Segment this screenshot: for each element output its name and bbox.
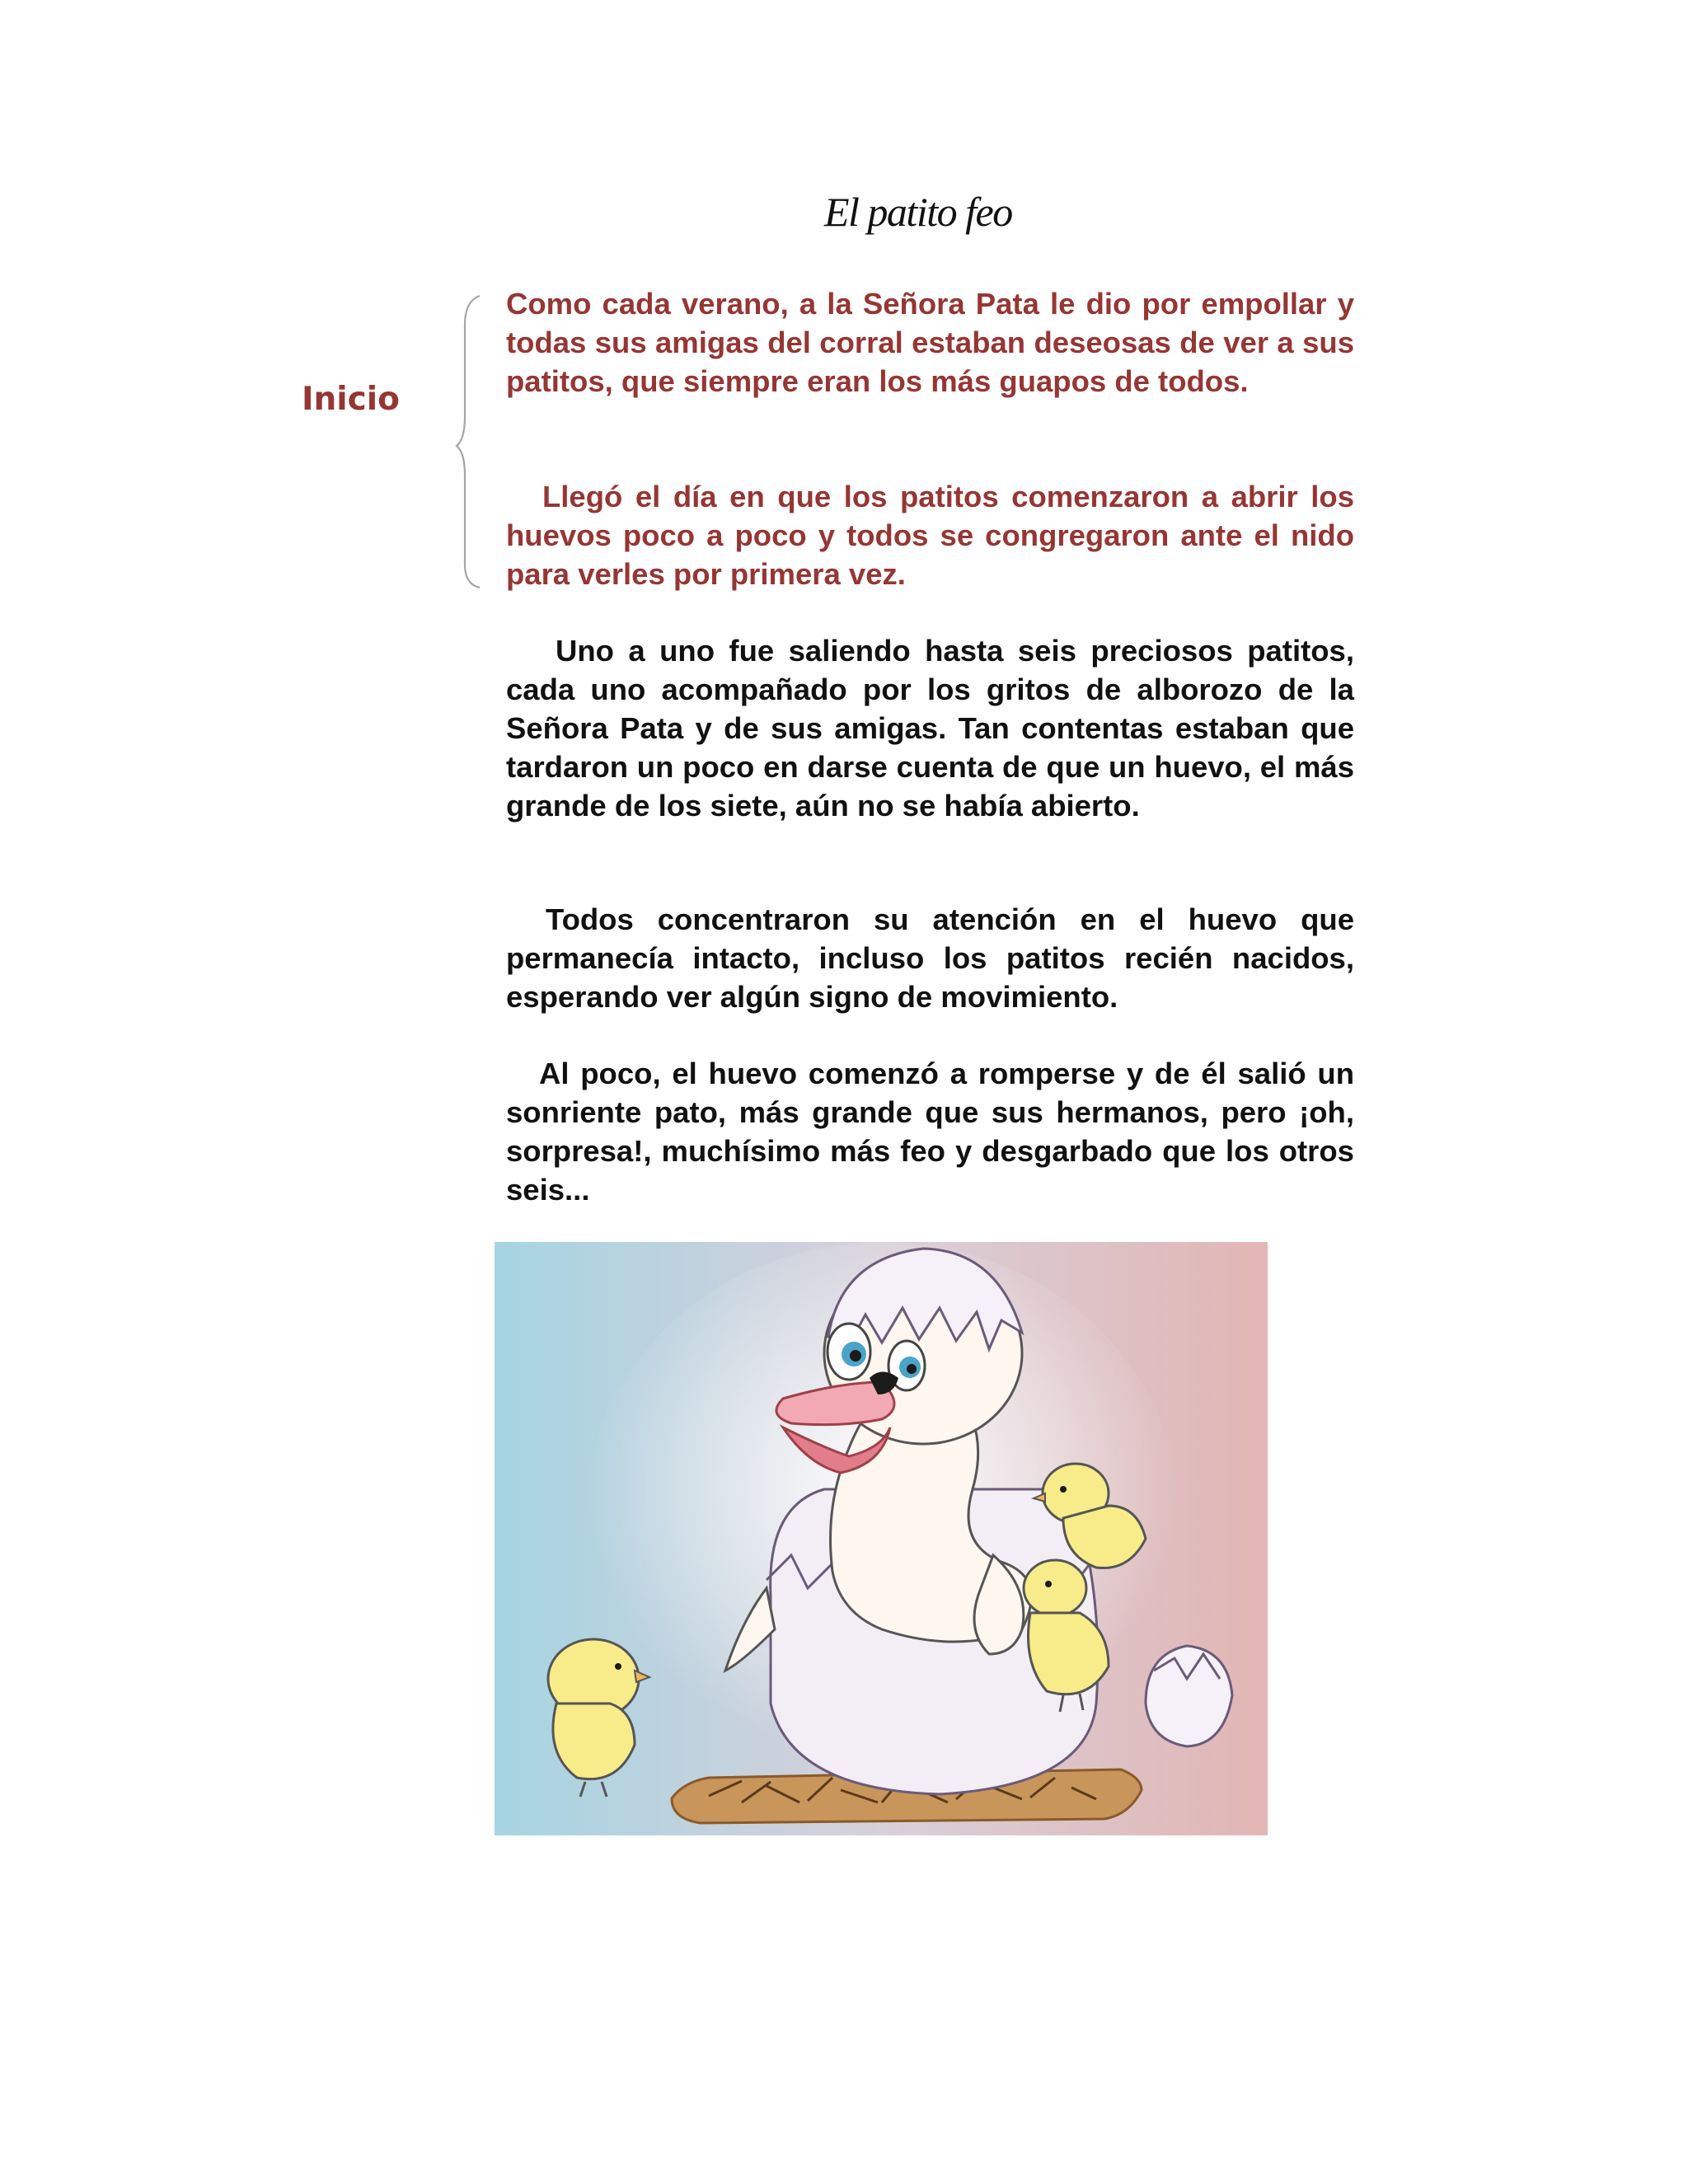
paragraph-5: Al poco, el huevo comenzó a romperse y de él salió un sonriente pato, más grande que sus hermanos, pero ¡oh, sorpresa!, muchísimo más feo y desgarbado que los otros seis... [506,1057,1354,1207]
ugly-duckling-illustration [495,1242,1268,1835]
paragraph-3: Uno a uno fue saliendo hasta seis preciosos patitos, cada uno acompañado por los gritos de alborozo de la Señora Pata y de sus amigas. Tan contentas estaban que tardaron un poco en darse cuenta de que un huevo, el más grande de los siete, aún no se había abierto. [506,634,1354,823]
paragraph-4: Todos concentraron su atención en el huevo que permanecía intacto, incluso los patitos recién nacidos, esperando ver algún signo de movimiento. [506,902,1354,1014]
page-title: El patito feo [824,189,1012,235]
paragraph-1: Como cada verano, a la Señora Pata le dio por empollar y todas sus amigas del corral estaban deseosas de ver a sus patitos, que siempre eran los más guapos de todos. [506,287,1354,398]
section-label-inicio: Inicio [302,381,400,418]
curly-brace [455,293,485,589]
paragraph-2: Llegó el día en que los patitos comenzaron a abrir los huevos poco a poco y todos se congregaron ante el nido para verles por primera vez. [506,480,1354,591]
